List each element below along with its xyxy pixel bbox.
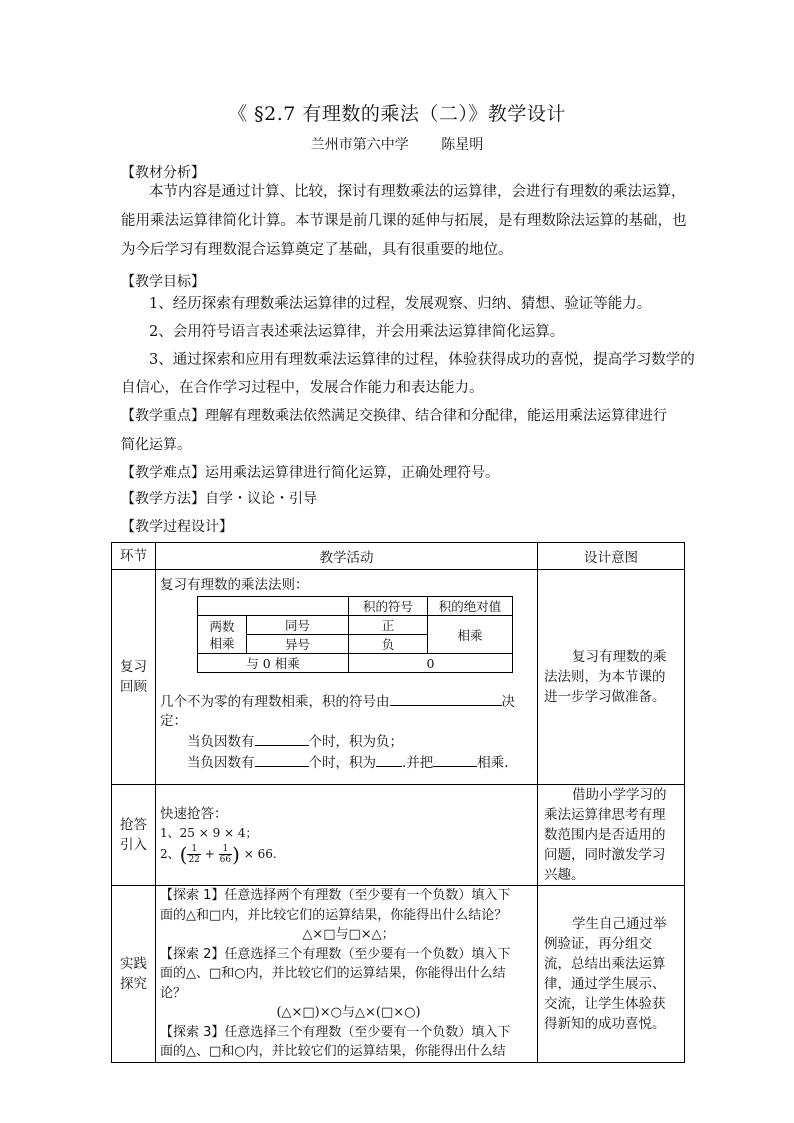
header-activity: 教学活动	[156, 543, 538, 570]
review-question-1-cont: 定：	[160, 713, 187, 729]
author-school: 兰州市第六中学	[310, 137, 409, 153]
intent-explore-text: 学生自己通过举例验证，再分组交流，总结出乘法运算律，通过学生展示、交流，让学生体验获得新知的成功喜悦。	[544, 915, 667, 1032]
quickfire-expr-1: 1、25 × 9 × 4；	[160, 825, 258, 840]
explore-1-line-a: 【探索 1】任意选择两个有理数（至少要有一个负数）填入下	[160, 888, 511, 903]
header-stage: 环节	[112, 543, 156, 570]
stage-review-label: 复习回顾	[120, 659, 147, 695]
author-name: 陈星明	[441, 137, 484, 153]
review-question-2: 当负因数有 个时，积为负；	[187, 731, 537, 752]
intent-quickfire-text: 借助小学学习的乘法运算律思考有理数范围内是否适用的问题，同时激发学习兴趣。	[544, 787, 667, 883]
key-heading: 【教学重点】	[121, 408, 205, 424]
inner-two-numbers-label: 两数相乘	[209, 618, 235, 651]
inner-two-numbers	[198, 616, 247, 654]
table-row-explore	[112, 886, 685, 1063]
intent-explore	[538, 886, 685, 1063]
author-line	[0, 134, 794, 154]
quickfire-intro: 快速抢答：	[160, 805, 228, 822]
fraction-1-22: $\frac{1}{22}$	[188, 843, 200, 865]
stage-explore-label: 实践探究	[120, 955, 147, 992]
goal-3b: 自信心，在合作学习过程中，发展合作能力和表达能力。	[121, 380, 484, 396]
inner-header-abs: 积的绝对值	[428, 597, 513, 616]
method-text: 自学・议论・引导	[205, 491, 317, 507]
key-text-b: 简化运算。	[121, 437, 191, 453]
inner-diff-sign: 异号	[247, 635, 349, 654]
explore-1-line-b: 面的△和□内，并比较它们的运算结果，你能得出什么结论？	[160, 907, 508, 923]
review-question-1: 几个不为零的有理数相乘，积的符号由 决	[160, 691, 537, 712]
explore-1-formula: △×□与□×△；	[302, 927, 395, 942]
section-analysis-heading: 【教材分析】	[121, 165, 205, 181]
analysis-line-2: 能用乘法运算律简化计算。本节课是前几课的延伸与拓展，是有理数除法运算的基础，也	[121, 213, 687, 229]
explore-2-line-a: 【探索 2】任意选择三个有理数（至少要有一个负数）填入下	[160, 946, 511, 962]
fraction-1-66: $\frac{1}{66}$	[219, 843, 232, 865]
key-line	[121, 405, 667, 425]
explore-2-formula: (△×□)×○与△×(□×○)	[276, 1005, 421, 1020]
section-goals-heading: 【教学目标】	[121, 274, 205, 290]
explore-2-line-c: 论？	[160, 985, 187, 1001]
inner-zero: 0	[349, 654, 513, 673]
difficulty-line	[121, 462, 499, 482]
explore-3-line-b: 面的△、□和○内，并比较它们的运算结果，你能得出什么结	[160, 1044, 506, 1059]
process-table	[111, 542, 685, 1063]
key-text-a: 理解有理数乘法依然满足交换律、结合律和分配律，能运用乘法运算律进行	[205, 408, 667, 424]
page-title: 《 §2.7 有理数的乘法（二）》教学设计	[228, 103, 566, 125]
goal-2: 2、会用符号语言表述乘法运算律，并会用乘法运算律简化运算。	[149, 324, 565, 340]
activity-explore	[156, 886, 538, 1063]
inner-multiply: 相乘	[428, 616, 513, 654]
quickfire-expr-2: 2、( $\frac{1}{22}$ + $\frac{1}{66}$ ) × 66.	[160, 842, 277, 867]
difficulty-heading: 【教学难点】	[121, 465, 205, 481]
goal-3a: 3、通过探索和应用有理数乘法运算律的过程，体验获得成功的喜悦，提高学习数学的	[149, 352, 695, 368]
review-intro: 复习有理数的乘法法则：	[160, 577, 309, 593]
analysis-line-3: 为今后学习有理数混合运算奠定了基础，具有很重要的地位。	[121, 242, 513, 258]
section-process-heading: 【教学过程设计】	[121, 519, 233, 535]
header-intent: 设计意图	[538, 543, 685, 570]
intent-quickfire	[538, 785, 685, 886]
stage-quickfire-label: 抢答引入	[120, 817, 147, 853]
table-row-quickfire	[112, 785, 685, 886]
stage-explore	[112, 886, 156, 1063]
goal-1: 1、经历探索有理数乘法运算律的过程，发展观察、归纳、猜想、验证等能力。	[149, 296, 652, 312]
activity-review	[156, 570, 538, 785]
stage-review	[112, 570, 156, 785]
sign-rule-table	[197, 596, 513, 673]
method-line	[121, 488, 317, 508]
difficulty-text: 运用乘法运算律进行简化运算，正确处理符号。	[205, 465, 499, 481]
stage-quickfire	[112, 785, 156, 886]
inner-same-sign: 同号	[247, 616, 349, 635]
explore-3-line-a: 【探索 3】任意选择三个有理数（至少要有一个负数）填入下	[160, 1024, 511, 1040]
method-heading: 【教学方法】	[121, 491, 205, 507]
inner-positive: 正	[349, 616, 428, 635]
review-question-3: 当负因数有 个时，积为 .并把 相乘.	[187, 752, 537, 773]
intent-review-text: 复习有理数的乘法法则，为本节课的进一步学习做准备。	[544, 649, 667, 705]
inner-negative: 负	[349, 635, 428, 654]
inner-with-zero: 与 0 相乘	[198, 654, 349, 673]
activity-quickfire	[156, 785, 538, 886]
inner-header-sign: 积的符号	[349, 597, 428, 616]
intent-review	[538, 570, 685, 785]
table-header-row	[112, 543, 685, 570]
explore-2-line-b: 面的△、□和○内，并比较它们的运算结果，你能得出什么结	[160, 966, 506, 981]
analysis-line-1: 本节内容是通过计算、比较，探讨有理数乘法的运算律，会进行有理数的乘法运算，	[149, 184, 686, 200]
table-row-review	[112, 570, 685, 785]
